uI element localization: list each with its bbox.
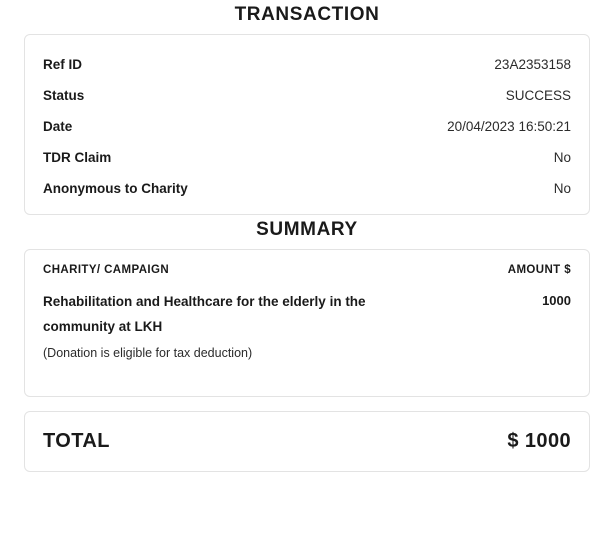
transaction-card [24, 34, 590, 215]
transaction-label-tdr-claim: TDR Claim [43, 150, 112, 165]
transaction-value-status: SUCCESS [505, 88, 571, 103]
transaction-label-anonymous: Anonymous to Charity [43, 181, 188, 196]
total-card [24, 411, 590, 472]
summary-item-note: (Donation is eligible for tax deduction) [43, 345, 253, 360]
summary-header-charity: CHARITY/ CAMPAIGN [43, 264, 170, 276]
list-item [43, 290, 571, 340]
transaction-label-ref-id: Ref ID [43, 57, 83, 72]
table-row [43, 49, 571, 80]
transaction-value-ref-id: 23A2353158 [494, 57, 571, 72]
summary-heading: SUMMARY [256, 219, 358, 240]
table-row [43, 173, 571, 204]
summary-item-name: Rehabilitation and Healthcare for the elderly in the community at LKH [43, 294, 366, 334]
transaction-label-status: Status [43, 88, 85, 103]
summary-card [24, 249, 590, 397]
table-row [43, 80, 571, 111]
summary-item-amount: 1000 [542, 293, 571, 308]
summary-header-amount: AMOUNT $ [507, 264, 571, 276]
table-row [43, 111, 571, 142]
summary-column-headers [43, 264, 571, 290]
table-row [43, 142, 571, 173]
transaction-value-anonymous: No [553, 181, 571, 196]
transaction-value-date: 20/04/2023 16:50:21 [447, 119, 571, 134]
total-label: TOTAL [43, 430, 110, 452]
transaction-heading: TRANSACTION [234, 4, 380, 25]
total-value: $ 1000 [507, 430, 571, 452]
transaction-label-date: Date [43, 119, 73, 134]
transaction-value-tdr-claim: No [553, 150, 571, 165]
